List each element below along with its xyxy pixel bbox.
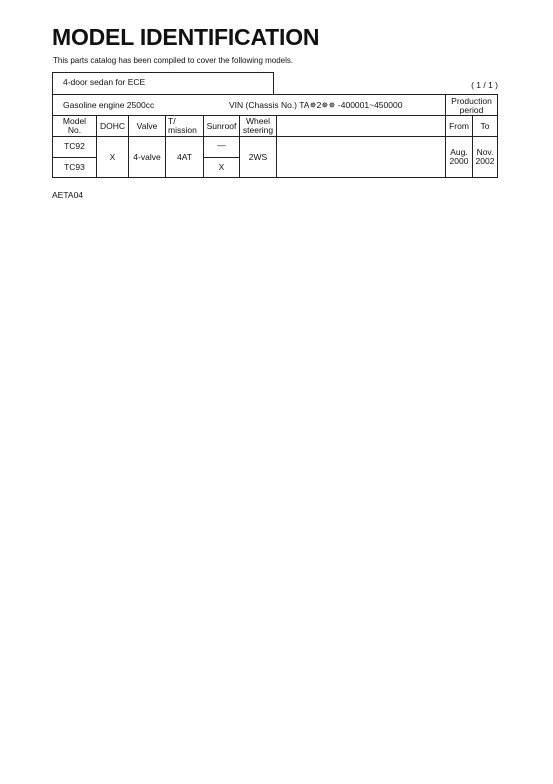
vehicle-type-box: 4-door sedan for ECE (52, 72, 274, 94)
production-period-label (446, 97, 497, 115)
wheel-steering-value: 2WS (248, 152, 268, 162)
transmission-value: 4AT (177, 152, 192, 162)
header-model-line1: Model (62, 116, 87, 126)
page-indicator: ( 1 / 1 ) (471, 80, 498, 90)
model-identification-table (52, 94, 498, 178)
period-from-year: 2000 (449, 156, 469, 166)
catalog-scope-note: This parts catalog has been compiled to cover the following models. (53, 56, 294, 65)
header-transmission-line1: T/ (168, 116, 176, 126)
catalog-code: AETA04 (52, 190, 84, 200)
model-no-row-1: TC92 (64, 141, 85, 151)
header-sunroof: Sunroof (206, 121, 237, 131)
sunroof-row-1: — (217, 140, 226, 150)
header-transmission (168, 117, 203, 135)
period-to-value (473, 148, 497, 166)
header-to: To (480, 121, 490, 131)
header-from: From (449, 121, 469, 131)
header-valve: Valve (136, 121, 158, 131)
period-to-month: Nov. (476, 147, 494, 157)
production-period-label-line1: Production (451, 96, 492, 106)
header-wheel-line1: Wheel (245, 116, 271, 126)
header-transmission-line2: mission (168, 125, 197, 135)
header-wheel-steering (240, 117, 276, 135)
header-model-line2: No. (67, 125, 82, 135)
period-from-value (446, 148, 472, 166)
row-divider (53, 136, 497, 137)
period-to-year: 2002 (475, 156, 495, 166)
vin-range: VIN (Chassis No.) TA✵2✵✵ -400001~450000 (229, 100, 403, 110)
period-from-month: Aug. (450, 147, 468, 157)
row-divider (53, 157, 96, 158)
sunroof-row-2: X (218, 162, 225, 172)
production-period-label-line2: period (459, 105, 484, 115)
column-divider (276, 115, 277, 178)
page-title: MODEL IDENTIFICATION (52, 24, 320, 50)
header-model-no (53, 117, 96, 135)
header-dohc: DOHC (99, 121, 126, 131)
valve-value: 4-valve (133, 152, 161, 162)
row-divider (203, 157, 239, 158)
header-wheel-line2: steering (242, 125, 274, 135)
column-divider (165, 115, 166, 178)
model-no-row-2: TC93 (64, 162, 85, 172)
dohc-value: X (109, 152, 116, 162)
engine-spec: Gasoline engine 2500cc (63, 100, 155, 110)
row-divider (53, 115, 497, 116)
